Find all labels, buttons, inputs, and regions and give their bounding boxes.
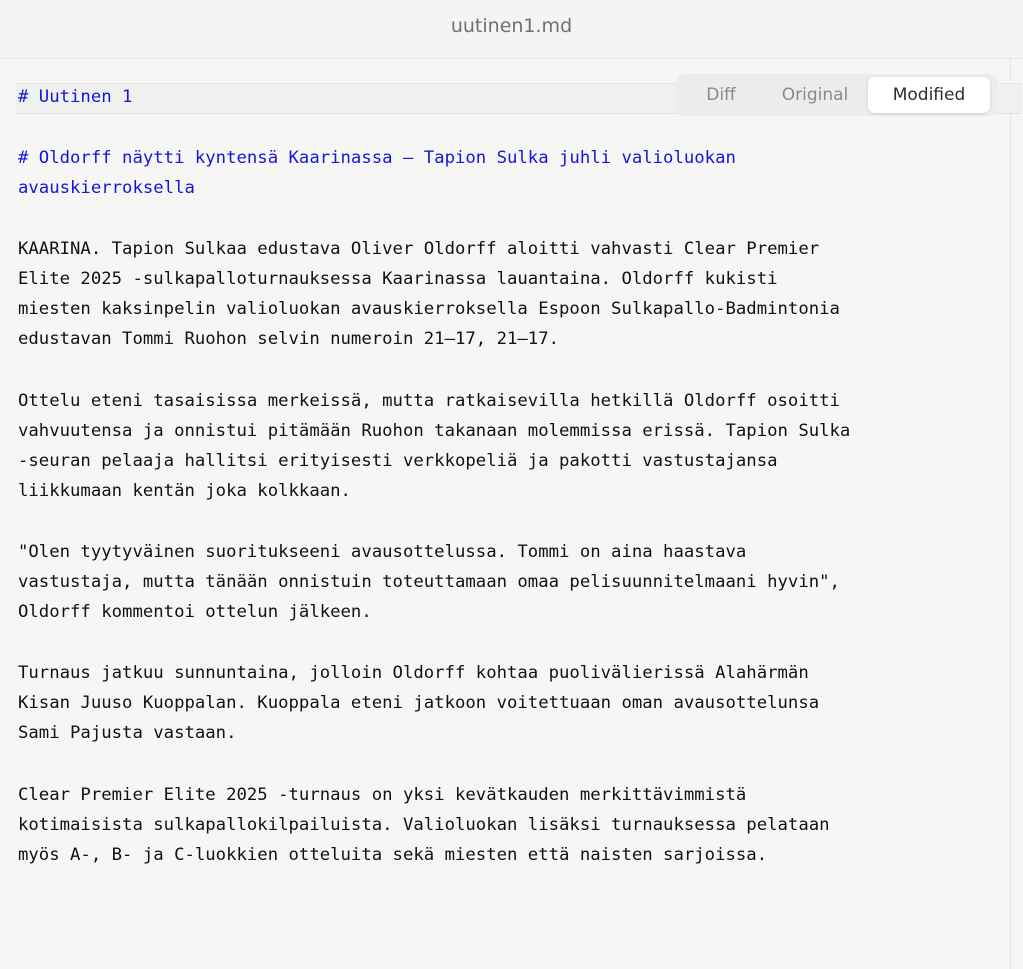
paragraph-3-line-1: "Olen tyytyväinen suoritukseeni avausottelussa. Tommi on aina haastava	[18, 542, 747, 562]
paragraph-5-line-3: myös A-, B- ja C-luokkien otteluita sekä miesten että naisten sarjoissa.	[18, 845, 768, 865]
paragraph-3-line-3: Oldorff kommentoi ottelun jälkeen.	[18, 602, 372, 622]
paragraph-2-line-3: -seuran pelaaja hallitsi erityisesti verkkopeliä ja pakotti vastustajansa	[18, 451, 778, 471]
paragraph-3-line-2: vastustaja, mutta tänään onnistuin toteuttamaan omaa pelisuunnitelmaani hyvin",	[18, 572, 840, 592]
paragraph-1-line-3: miesten kaksinpelin valioluokan avauskierroksella Espoon Sulkapallo-Badmintonia	[18, 299, 840, 319]
window-title: uutinen1.md	[450, 15, 573, 37]
paragraph-5-line-2: kotimaisista sulkapallokilpailuista. Valioluokan lisäksi turnauksessa pelataan	[18, 815, 830, 835]
paragraph-1-line-4: edustavan Tommi Ruohon selvin numeroin 21–17, 21–17.	[18, 329, 560, 349]
diff-tab[interactable]: Diff	[706, 85, 736, 105]
paragraph-2-line-1: Ottelu eteni tasaisissa merkeissä, mutta ratkaisevilla hetkillä Oldorff osoitti	[18, 391, 840, 411]
paragraph-4-line-1: Turnaus jatkuu sunnuntaina, jolloin Oldorff kohtaa puolivälierissä Alahärmän	[18, 663, 809, 683]
view-mode-toggle[interactable]	[676, 74, 998, 116]
original-tab[interactable]: Original	[781, 85, 849, 105]
modified-tab[interactable]: Modified	[868, 77, 990, 113]
paragraph-1-line-1: KAARINA. Tapion Sulkaa edustava Oliver Oldorff aloitti vahvasti Clear Premier	[18, 239, 820, 259]
heading-2-line-2: avauskierroksella	[18, 178, 195, 198]
heading-2-line-1: # Oldorff näytti kyntensä Kaarinassa – Tapion Sulka juhli valioluokan	[18, 148, 736, 168]
scrollbar-track[interactable]	[1010, 59, 1023, 969]
paragraph-4-line-3: Sami Pajusta vastaan.	[18, 723, 237, 743]
paragraph-5-line-1: Clear Premier Elite 2025 -turnaus on yksi kevätkauden merkittävimmistä	[18, 785, 747, 805]
paragraph-2-line-2: vahvuutensa ja onnistui pitämään Ruohon takanaan molemmissa erissä. Tapion Sulka	[18, 421, 851, 441]
paragraph-2-line-4: liikkumaan kentän joka kolkkaan.	[18, 481, 351, 501]
paragraph-1-line-2: Elite 2025 -sulkapalloturnauksessa Kaarinassa lauantaina. Oldorff kukisti	[18, 269, 778, 289]
heading-1: # Uutinen 1	[18, 87, 133, 107]
paragraph-4-line-2: Kisan Juuso Kuoppalan. Kuoppala eteni jatkoon voitettuaan oman avausottelunsa	[18, 693, 820, 713]
title-bar	[0, 0, 1023, 59]
